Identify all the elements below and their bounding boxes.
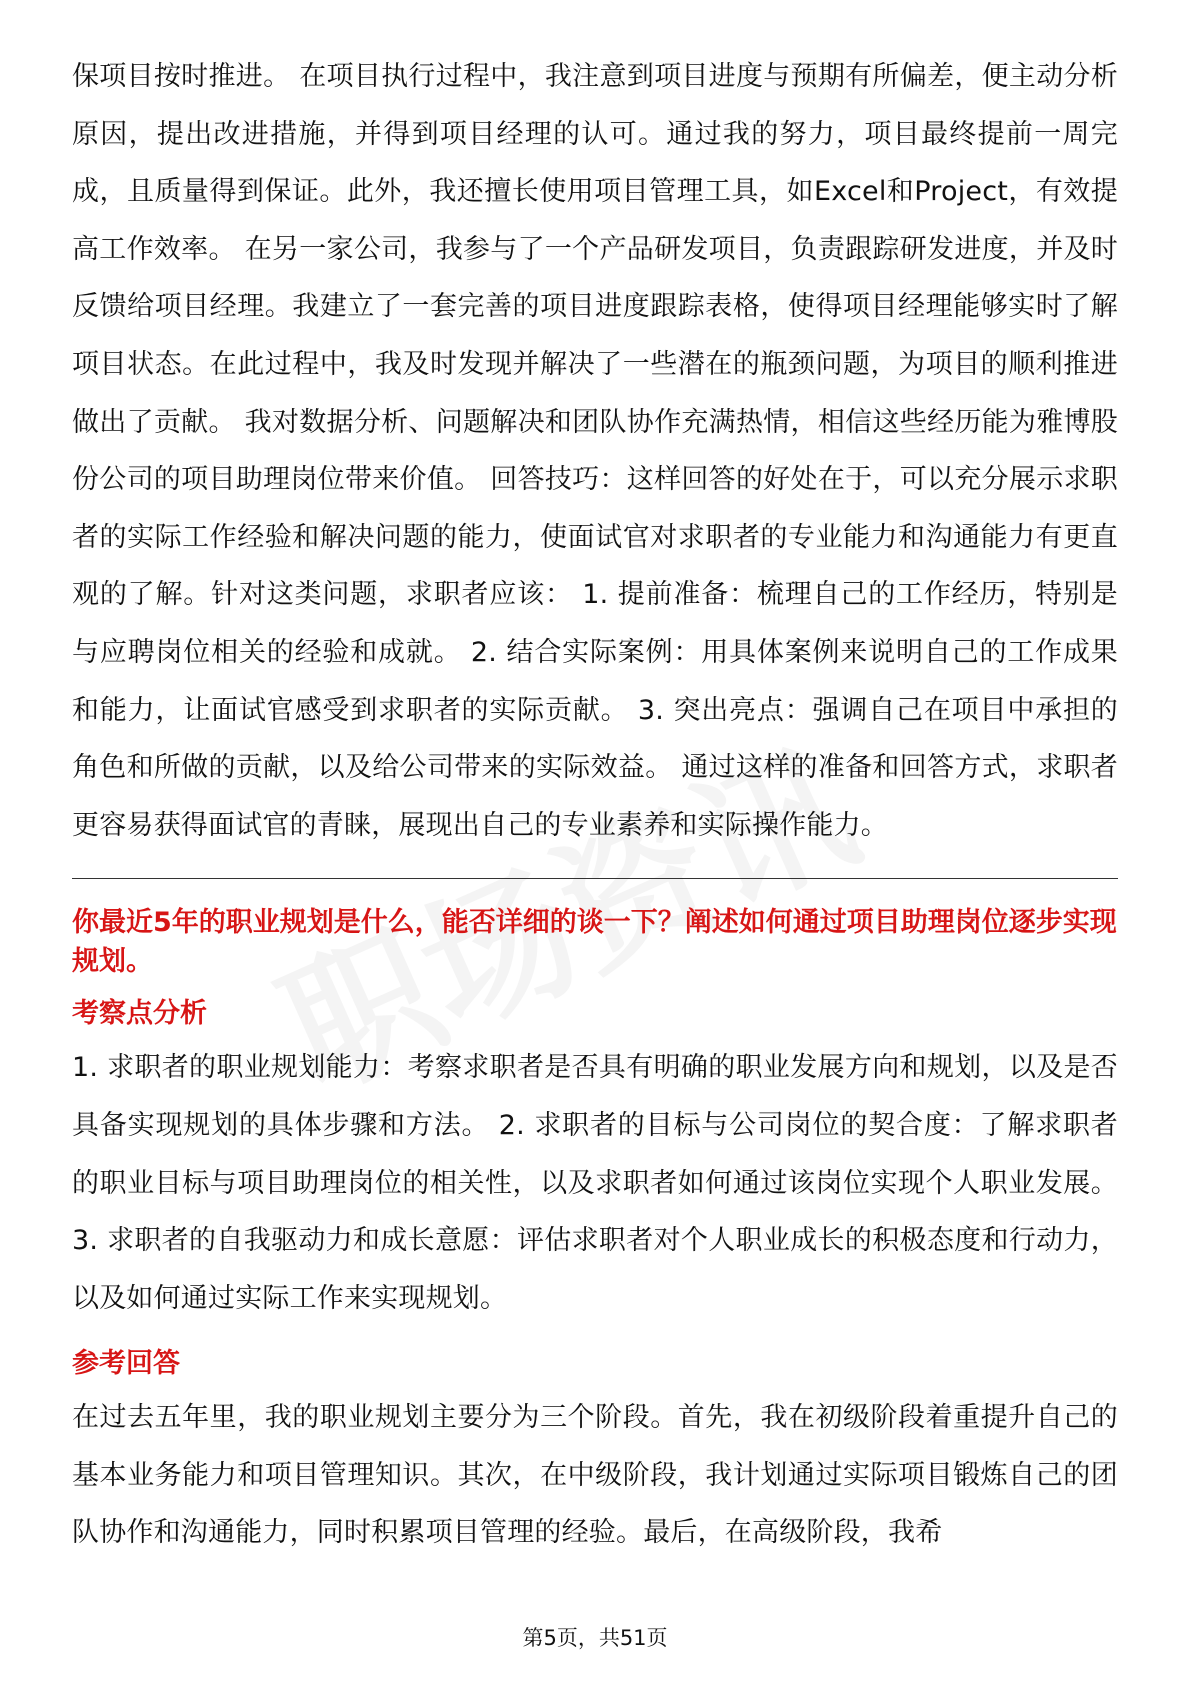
analysis-heading: 考察点分析	[72, 998, 207, 1030]
intro-paragraph: 保项目按时推进。 在项目执行过程中，我注意到项目进度与预期有所偏差，便主动分析原因，提出改进措施，并得到项目经理的认可。通过我的努力，项目最终提前一周完成，且质量得到保证。此外，我还擅长使用项目管理工具，如Excel和Project，有效提高工作效率。 在另一家公司，我参与了一个产品研发项目，负责跟踪研发进度，并及时反馈给项目经理。我建立了一套完善的项目进度跟踪表格，使得项目经理能够实时了解项目状态。在此过程中，我及时发现并解决了一些潜在的瓶颈问题，为项目的顺利推进做出了贡献。 我对数据分析、问题解决和团队协作充满热情，相信这些经历能为雅博股份公司的项目助理岗位带来价值。 回答技巧：这样回答的好处在于，可以充分展示求职者的实际工作经验和解决问题的能力，使面试官对求职者的专业能力和沟通能力有更直观的了解。针对这类问题，求职者应该： 1. 提前准备：梳理自己的工作经历，特别是与应聘岗位相关的经验和成就。 2. 结合实际案例：用具体案例来说明自己的工作成果和能力，让面试官感受到求职者的实际贡献。 3. 突出亮点：强调自己在项目中承担的角色和所做的贡献，以及给公司带来的实际效益。 通过这样的准备和回答方式，求职者更容易获得面试官的青睐，展现出自己的专业素养和实际操作能力。	[72, 61, 1118, 841]
analysis-paragraph: 1. 求职者的职业规划能力：考察求职者是否具有明确的职业发展方向和规划，以及是否具备实现规划的具体步骤和方法。 2. 求职者的目标与公司岗位的契合度：了解求职者的职业目标与项目助理岗位的相关性，以及求职者如何通过该岗位实现个人职业发展。 3. 求职者的自我驱动力和成长意愿：评估求职者对个人职业成长的积极态度和行动力，以及如何通过实际工作来实现规划。	[72, 1052, 1118, 1314]
page-content	[72, 48, 1118, 1562]
answer-heading: 参考回答	[72, 1348, 180, 1380]
page-number-footer: 第5页，共51页	[522, 1626, 668, 1650]
section-divider	[72, 878, 1118, 879]
answer-paragraph: 在过去五年里，我的职业规划主要分为三个阶段。首先，我在初级阶段着重提升自己的基本业务能力和项目管理知识。其次，在中级阶段，我计划通过实际项目锻炼自己的团队协作和沟通能力，同时积累项目管理的经验。最后，在高级阶段，我希	[72, 1402, 1118, 1549]
interview-question: 你最近5年的职业规划是什么，能否详细的谈一下？阐述如何通过项目助理岗位逐步实现规划。	[72, 907, 1117, 978]
